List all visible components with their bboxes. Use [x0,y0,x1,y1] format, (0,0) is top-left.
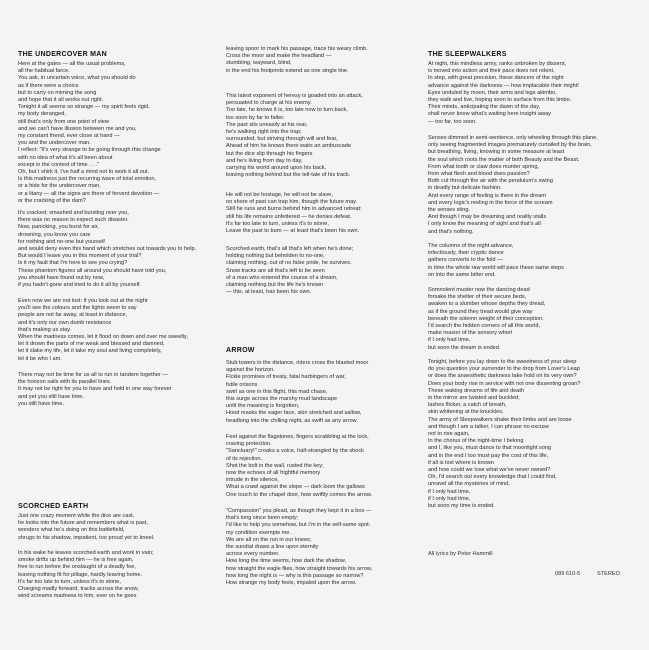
lyric-line: Now, panicking, you burst for air, [18,224,99,231]
lyric-line: in time the whole raw world will pace these same steps [428,264,564,271]
lyric-line: or does the anaesthetic darkness take hold on its very own? [428,373,577,380]
lyric-line: in the mirror are twisted and buckled; [428,395,520,402]
lyric-line: surrounded, but striving through will and fear, [226,136,338,143]
lyric-line: but soon the dream is ended. [428,344,501,351]
lyric-line: gathers converts to the fold — [428,257,503,264]
lyric-line: — too far, too soon. [428,118,477,125]
lyric-line: my body deranged, [18,111,66,118]
lyric-line: Even now we are not lost: if you look out at the night [18,298,148,304]
lyric-line: In the chorus of the night-time I belong [428,438,524,445]
lyric-line: the senses sting. [428,207,470,214]
lyric-line: These waking dreams of life and death [428,387,525,394]
lyric-line: drowning, you know you care [18,231,91,238]
lyric-line: they walk and live, hoping soon to surface from this limbo. [428,97,572,104]
lyric-line: still that's only from one point of view [18,118,109,125]
stanza [226,46,368,75]
stanza [226,360,368,425]
lyric-line: people are not far away, at least in distance, [18,312,128,319]
lyric-line: of its rejection. [226,455,263,462]
lyric-line: if all is lost where is known [428,459,494,466]
lyric-line: When the madness comes, let it flood on down and over me sweetly, [18,334,188,341]
song-title-undercover-man: THE UNDERCOVER MAN [18,51,108,58]
lyric-line: make reason of the sensory whorl [428,330,512,337]
lyric-line: Fickle promises of treaty, fatal harbingers of war, [226,374,346,381]
lyric-line: and I, like you, must dance to that moonlight song [428,445,552,452]
lyric-line: let it be who I am. [18,355,62,362]
lyric-line: Eyes unduled by moon, their arms and legs akimbo, [428,89,557,96]
lyric-line: beneath the solemn weight of their conception. [428,315,544,322]
lyric-line: let it drown the parts of me weak and blessed and damned, [18,341,165,348]
lyric-line: It's far too late to turn, unless it's to stone, [226,220,329,227]
lyric-line: that's long since been empty; [226,515,299,522]
lyric-line: my condition exempts me. [226,529,291,536]
lyric-line: I'd search the hidden corners of all this world, [428,323,541,330]
lyric-line: in the end his footprints extend as one single line. [226,67,349,74]
lyric-line: craving protection. [226,441,272,448]
lyric-line: Feet against the flagstones, fingers scrabbling at the lock, [226,434,369,440]
lyric-line: holding nothing but beholden to no-one, [226,253,325,260]
lyric-line: Snow tracks are all that's left to be seen [226,267,325,274]
lyric-line: no shore of past can trap him, though the future may. [226,199,358,206]
lyric-line: We are all on the run in our knees; [226,536,312,543]
lyric-line: and he's living from day to day, [226,157,303,164]
lyric-line: how long the night is — why is this passage so narrow? [226,572,364,579]
lyric-line: Oh, but I shirk it, I've half a mind not to work it all out. [18,169,150,176]
lyric-line: How long the time seems, how dark the shadow, [226,558,347,565]
lyric-line: if I only had time, [428,495,471,502]
lyric-line: It's cracked; smashed and bursting over you, [18,210,129,216]
stanza [226,93,363,179]
lyric-line: Ahead of him he knows there waits an ambuscade [226,143,351,150]
lyric-line: my constant friend, ever close at hand — [18,133,120,140]
lyric-line: persuaded to charge at his enemy. [226,100,312,107]
lyric-line: Tonight, before you lay down to the sweetness of your sleep [428,359,577,365]
lyric-line: Is it my fault that I'm here to see you crying? [18,260,128,267]
song-title-arrow: ARROW [226,347,255,354]
lyric-line: advance against the darkness — how implacable their might! [428,82,579,89]
lyric-line: and hope that it all works out right. [18,97,104,104]
lyric-line: infectiously, their cryptic dance [428,250,504,257]
stanza [428,135,598,236]
lyric-line: but breathing, living, knowing in some measure at least [428,149,565,156]
song-title-scorched-earth: SCORCHED EARTH [18,503,89,510]
lyric-line: is moved into action and their pace does not relent. [428,68,555,75]
lyrics-credit: All lyrics by Peter Hammill [428,551,493,557]
lyric-line: and though I am a talker, I can phrase no excuse [428,423,549,430]
lyric-line: headlong into the chilling night, as swift as any arrow. [226,417,358,424]
stanza [18,550,154,600]
lyric-line: there was no reason to expect such disaster. [18,217,129,224]
lyric-line: leaving nothing fit for pillage, hardly leaving home. [18,571,143,578]
lyric-line: Tonight it all seems so strange — my spirit feels rigid, [18,104,150,111]
lyric-line: Does your body rise in service with not one dissenting groan? [428,380,581,387]
lyric-line: until the meaning is forgotten, [226,403,300,410]
lyric-line: I only know the meaning of sight and that's all [428,221,541,228]
lyric-line: if you hadn't gone and tried to do it all by yourself. [18,282,141,289]
lyric-line: One touch to the chapel door, how swiftly comes the arrow. [226,491,373,498]
lyric-line: the horizon sails with its parallel lines. [18,379,112,386]
lyric-line: as if the ground they tread would give way [428,308,533,315]
lyric-line: stumbling, wayward, blind, [226,60,292,67]
lyric-line: He will not be hostage, he will not be slave, [226,192,333,198]
lyric-line: you and the undercover man. [18,140,91,147]
lyric-line: The army of Sleepwalkers shake their limbs and are loose [428,416,572,423]
lyric-line: across every number. [226,551,280,558]
lyric-line: Stub towers in the distance, riders cross the blasted moor [226,360,369,366]
lyric-line: but to carry on miming the song [18,89,97,96]
lyric-line: wonders what he's doing on this battlefield, [18,527,125,534]
lyric-line: intrude in the silence, [226,477,279,484]
lyric-line: Scorched earth, that's all that's left when he's done; [226,246,354,252]
lyric-line: "Compassion" you plead, as though they kept it in a box — [226,508,372,514]
lyric-line: and that's nothing. [428,228,474,235]
lyric-line: — this, at least, has been his own. [226,289,312,296]
lyric-line: and yet you still have time, [18,393,84,400]
lyric-line: and we can't have illusion between me and you, [18,125,137,132]
lyric-line: except in the context of time . . ." [18,161,99,168]
lyric-line: carrying his world around upon his back, [226,165,327,172]
lyric-line: Both cut through the air with the pendulum's swing [428,178,553,185]
lyric-line: And every range of feeling is there in the dream [428,192,546,199]
lyric-line: Still he runs and burns behind him in advanced retreat: [226,206,362,213]
lyric-line: and in the end I too must pay the cost of this life, [428,452,549,459]
lyric-line: this surge across the marshy mud landscape [226,396,337,403]
lyric-line: now the echoes of all frightful memory [226,470,321,477]
lyric-line: and how could we lose what we've never owned? [428,467,551,474]
lyric-line: At night, this mindless army, ranks unbroken by dissent, [428,61,566,67]
lyric-line: let it slake my life, let it take my soul and living completely, [18,348,162,355]
lyric-line: he's walking right into the trap; [226,129,302,136]
lyric-line: that's making us stay. [18,326,72,333]
lyric-line: on into the same bitter end. [428,271,496,278]
lyric-line: only seeing fragmented images prematurely curtailed by the brain, [428,142,592,149]
lyric-line: But would I leave you in this moment of your trial? [18,253,142,260]
lyric-line: skin whitening at the knuckles. [428,409,504,416]
lyric-line: Cross the moor and make the headland — [226,53,332,60]
lyric-line: for nothing and no-one but yourself [18,238,105,245]
lyric-line: and would deny even this hand which stretches out towards you to help. [18,246,197,253]
lyric-line: you still have time. [18,400,65,407]
lyric-line: You ask, in uncertain voice, what you should do [18,75,136,82]
stanza [428,287,545,352]
lyric-line: The columns of the night advance, [428,243,514,249]
lyric-line: as if there were a choice [18,82,79,89]
lyric-line: and every logic's reeling in the force of the scream [428,199,553,206]
lyric-line: shrugs to his shadow, impatient, too proud yet to kneel. [18,534,155,541]
lyric-line: leaving nothing behind but the tell-tale of his track. [226,172,351,179]
lyric-line: claiming nothing, out of no false pride, he survives. [226,260,352,267]
lyric-line: I'd like to help you somehow, but I'm in the self-same spot: [226,522,371,529]
lyric-line: It may not be right for you to have and hold in one way forever [18,386,172,393]
lyric-line: Leave the past to burn — at least that's been his own. [226,228,360,235]
lyric-line: how straight the eagle flies, how straight towards his arrow, [226,565,373,572]
lyric-line: I reflect: "It's very strange to be going through this change [18,147,161,154]
lyric-line: futile orisons [226,381,258,388]
lyric-line: smoke drifts up behind him — he is free again, [18,557,134,564]
lyric-line: with no idea of what it's all been about [18,154,113,161]
lyric-line: or a hide for the undercover man, [18,183,101,190]
lyric-line: Shot the bolt in the wall, rusted the key; [226,462,324,469]
catalog-number: 089 610-5 [555,571,581,577]
lyric-line: shall never know what's waiting here insight away [428,111,551,118]
lyric-line: Senses dimmed in semi-sentience, only wheeling through this plane, [428,135,598,141]
lyric-line: the sundial draws a line upon eternity [226,544,319,551]
lyric-line: Somnolent muster now the dancing dead [428,287,530,293]
stanza [18,513,155,542]
lyric-line: Too late, he knows it is, too late now to turn back, [226,107,348,114]
lyric-line: but the dice slip through his fingers [226,150,313,157]
lyric-line: Is this madness just the recurring wave of total emotion, [18,176,157,183]
lyric-line: from what flesh and blood does passion? [428,171,530,178]
lyric-line: Their minds, anticipating the dawn of the day, [428,104,541,111]
lyric-line: leaving spoor to mark his passage, trace his weary climb. [226,46,368,52]
lyric-line: all the habitual farce. [18,68,70,75]
lyric-line: free to run before the onslaught of a deadly foe, [18,564,136,571]
lyric-line: It's far too late to turn, unless it's to stone, [18,578,121,585]
lyric-line: The past sits uneasily at his rear, [226,121,308,128]
lyric-line: Hood masks the eager face, skin stretched and sallow, [226,410,362,417]
lyric-line: "Sanctuary!" croaks a voice, half-strangled by the shock [226,448,364,455]
stanza [18,372,172,408]
lyric-line: How strange my body feels, impaled upon the arrow. [226,580,357,587]
lyric-line: and it's only our own dumb resistance [18,319,112,326]
stanza [428,359,580,510]
lyric-line: lashes flicker, a catch of breath, [428,402,507,409]
lyric-line: swirl as one in this flight, this mad chase, [226,388,328,395]
lyric-line: Here at the gates — all the usual problems, [18,61,126,67]
lyric-line: if I only had time, [428,337,471,344]
lyric-line: Oh, I'd search out every knowledge that I could find, [428,474,557,481]
lyric-line: These phantom figures all around you should have told you, [18,267,167,274]
lyric-line: Just one crazy moment while the dice are cast, [18,513,135,519]
stanza [226,192,362,235]
lyric-line: This latest exponent of heresy is goaded into an attack, [226,93,363,99]
lyric-line: or a litany — all the signs are there of fervent devotion — [18,190,160,197]
lyric-line: but soon my time is ended. [428,503,495,510]
lyric-line: or the cracking of the dam? [18,197,86,204]
stanza [226,434,372,499]
song-title-sleepwalkers: THE SLEEPWALKERS [428,51,507,58]
lyric-line: he looks into the future and remembers what is past, [18,520,148,527]
lyric-line: if I only had time, [428,488,471,495]
lyric-line: not to rise again, [428,431,470,438]
lyric-line: In step, with great precision, these dancers of the night [428,75,564,82]
lyric-line: What a crawl against the slope — dark loom the gallows [226,484,365,491]
stanza [428,61,579,126]
lyric-line: wind screams madness to him, ever on he goes [18,593,137,600]
lyric-line: claiming nothing but the life he's known [226,282,324,289]
lyric-line: There may not be time for us all to run in tandem together — [18,372,168,378]
lyric-line: In his wake he leaves scorched earth and work in vain; [18,550,154,556]
lyric-line: forsake the shelter of their secure beds, [428,294,527,301]
stanza [428,243,564,279]
lyric-line: unravel all the mysteries of mind, [428,481,510,488]
lyric-line: Charging madly forward, tracks across the snow, [18,586,139,593]
lyric-line: do you question your surrender to the drop from Lover's Leap [428,366,580,373]
stereo-label: STEREO [597,571,621,577]
lyric-line: And though I may be dreaming and reality stalls [428,214,547,221]
lyric-line: the soul which roots the matter of both Beauty and the Beast. [428,156,580,163]
lyric-line: in deadly but delicate fashion. [428,185,502,192]
lyric-line: too soon by far to falter. [226,114,285,121]
lyric-line: still his life remains unfettered — he denies defeat. [226,213,352,220]
lyric-line: awaken to a slumber whose depths they dread, [428,301,546,308]
stanza [18,61,161,205]
stanza [226,246,353,296]
lyric-line: you'll see the colours and the lights seem to say [18,305,137,312]
lyric-line: you should have found out by now, [18,274,105,281]
lyric-line: against the horizon. [226,367,275,374]
stanza [18,298,188,363]
lyric-line: From what tooth or claw does murder spring, [428,163,539,170]
stanza [226,508,372,587]
stanza [18,210,196,289]
lyric-line: of a man who entered the course of a dream, [226,274,338,281]
